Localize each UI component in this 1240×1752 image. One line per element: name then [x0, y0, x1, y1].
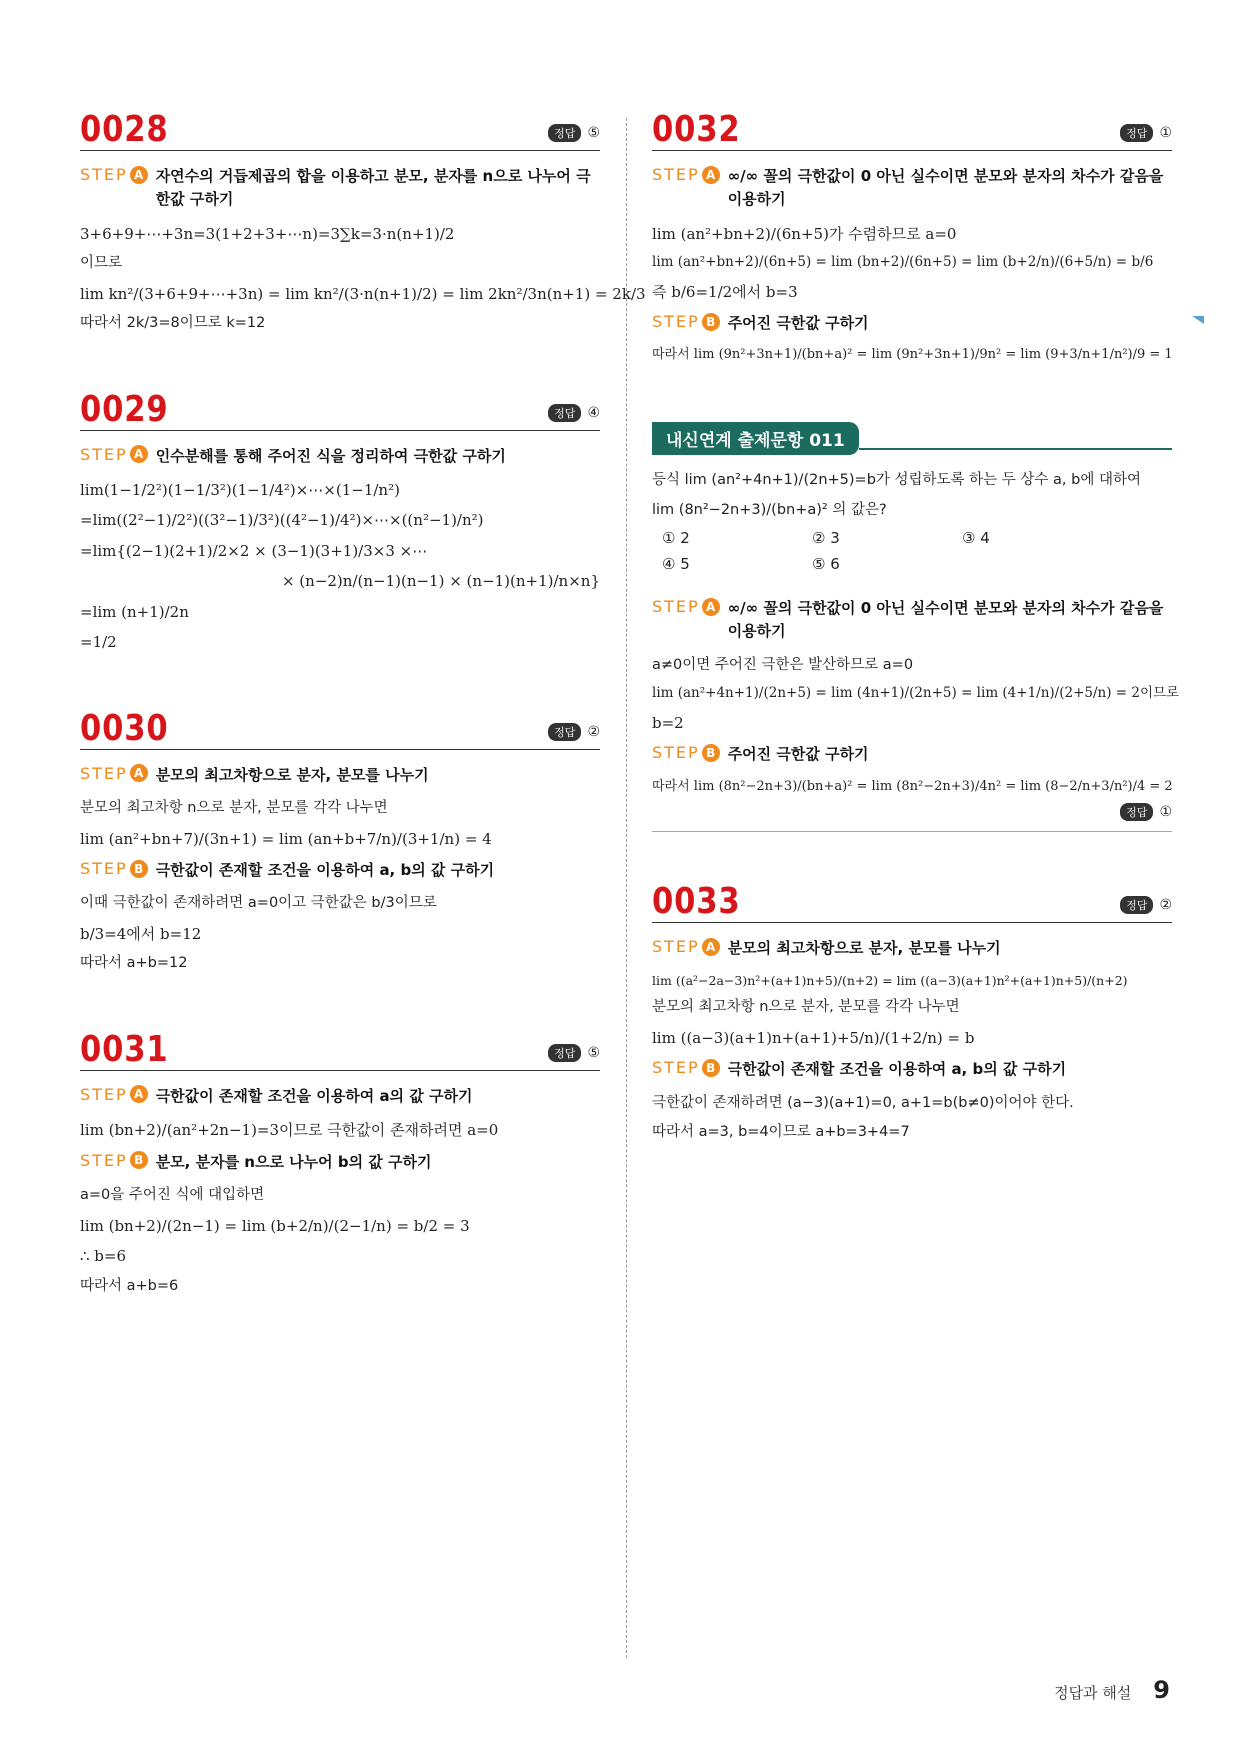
step-a: STEP A 자연수의 거듭제곱의 합을 이용하고 분모, 분자를 n으로 나누어 극한값 구하기 [80, 165, 600, 212]
step-title: 주어진 극한값 구하기 [727, 314, 869, 333]
step-a: STEP A 극한값이 존재할 조건을 이용하여 a의 값 구하기 [80, 1085, 600, 1108]
math-line: 따라서 a+b=6 [80, 1277, 179, 1294]
step-title: 분모, 분자를 n으로 나누어 b의 값 구하기 [155, 1152, 432, 1171]
linked-header [652, 422, 1172, 455]
page-footer [1054, 1676, 1170, 1704]
step-title: 주어진 극한값 구하기 [727, 745, 869, 764]
answer-badge: 정답 ② [548, 723, 600, 741]
text-line: 분모의 최고차항 n으로 분자, 분모를 각각 나누면 [652, 999, 960, 1016]
text-line: a=0을 주어진 식에 대입하면 [80, 1186, 265, 1203]
step-title: 분모의 최고차항으로 분자, 분모를 나누기 [727, 939, 1001, 958]
math-line: lim (an²+bn+7)/(3n+1) = lim (an+b+7/n)/(3+1/n) = 4 [80, 829, 492, 848]
column-divider [626, 118, 627, 1658]
linked-tag: 내신연계 출제문항 011 [652, 422, 859, 455]
answer-badge: 정답 ① [1120, 124, 1172, 142]
math-line: 따라서 2k/3=8이므로 k=12 [80, 315, 266, 332]
math-line: lim (an²+bn+2)/(6n+5) = lim (bn+2)/(6n+5) = lim (b+2/n)/(6+5/n) = b/6 [652, 254, 1154, 270]
problem-header [652, 881, 1172, 923]
step-b: STEP B 극한값이 존재할 조건을 이용하여 a, b의 값 구하기 [652, 1058, 1172, 1081]
step-title: 분모의 최고차항으로 분자, 분모를 나누기 [155, 765, 429, 784]
step-title: 자연수의 거듭제곱의 합을 이용하고 분모, 분자를 n으로 나누어 극한값 구하기 [155, 167, 591, 209]
problem-number: 0032 [652, 109, 741, 150]
step-b: STEP B 분모, 분자를 n으로 나누어 b의 값 구하기 [80, 1151, 600, 1174]
side-marker [1192, 316, 1204, 324]
answer-badge: 정답 ⑤ [548, 1044, 600, 1062]
math-line: =lim{(2−1)(2+1)/2×2 × (3−1)(3+1)/3×3 ×⋯ [80, 541, 428, 560]
problem-0031 [80, 1028, 600, 1300]
step-b: STEP B 주어진 극한값 구하기 [652, 312, 1172, 335]
math-line: lim ((a−3)(a+1)n+(a+1)+5/n)/(1+2/n) = b [652, 1028, 975, 1047]
choice[interactable]: ② 3 [812, 529, 840, 548]
math-line: 따라서 lim (8n²−2n+3)/(bn+a)² = lim (8n²−2n+3)/4n² = lim (8−2/n+3/n²)/4 = 2 [652, 778, 1173, 794]
step-title: ∞/∞ 꼴의 극한값이 0 아닌 실수이면 분모와 분자의 차수가 같음을 이용하기 [727, 599, 1164, 641]
problem-number: 0030 [80, 707, 169, 749]
math-line: lim (an²+4n+1)/(2n+5) = lim (4n+1)/(2n+5) = lim (4+1/n)/(2+5/n) = 2이므로 [652, 685, 1180, 702]
problem-header [80, 707, 600, 750]
choice[interactable]: ④ 5 [662, 554, 690, 573]
linked-problem [652, 422, 1180, 832]
answer-badge: 정답 ⑤ [548, 124, 600, 142]
problem-number: 0029 [80, 388, 169, 430]
step-a: STEP A ∞/∞ 꼴의 극한값이 0 아닌 실수이면 분모와 분자의 차수가 같음을 이용하기 [652, 597, 1172, 644]
math-line: 3+6+9+⋯+3n=3(1+2+3+⋯n)=3∑k=3·n(n+1)/2 [80, 224, 455, 243]
math-line: lim(1−1/2²)(1−1/3²)(1−1/4²)×⋯×(1−1/n²) [80, 480, 400, 499]
math-line: lim (bn+2)/(an²+2n−1)=3이므로 극한값이 존재하려면 a=0 [80, 1121, 499, 1140]
choice[interactable]: ③ 4 [962, 529, 990, 548]
text-line: 극한값이 존재하려면 (a−3)(a+1)=0, a+1=b(b≠0)이어야 한다. [652, 1094, 1074, 1111]
math-line: lim kn²/(3+6+9+⋯+3n) = lim kn²/(3·n(n+1)/2) = lim 2kn²/3n(n+1) = 2k/3 [80, 284, 646, 303]
math-line: b=2 [652, 713, 684, 732]
problem-number: 0028 [80, 109, 169, 150]
math-line: 따라서 lim (9n²+3n+1)/(bn+a)² = lim (9n²+3n+1)/9n² = lim (9+3/n+1/n²)/9 = 1 [652, 347, 1173, 363]
step-a: STEP A 인수분해를 통해 주어진 식을 정리하여 극한값 구하기 [80, 445, 600, 468]
step-a: STEP A ∞/∞ 꼴의 극한값이 0 아닌 실수이면 분모와 분자의 차수가 같음을 이용하기 [652, 165, 1172, 212]
step-title: 극한값이 존재할 조건을 이용하여 a, b의 값 구하기 [727, 1060, 1067, 1079]
problem-0033 [652, 881, 1172, 1146]
text-line: 이때 극한값이 존재하려면 a=0이고 극한값은 b/3이므로 [80, 895, 437, 912]
step-title: 인수분해를 통해 주어진 식을 정리하여 극한값 구하기 [155, 446, 506, 465]
problem-0029 [80, 388, 600, 657]
math-line: ∴ b=6 [80, 1247, 127, 1266]
problem-header [80, 388, 600, 431]
choice[interactable]: ⑤ 6 [812, 554, 840, 573]
text-line: 분모의 최고차항 n으로 분자, 분모를 각각 나누면 [80, 800, 388, 817]
footer-label: 정답과 해설 [1054, 1684, 1132, 1702]
choice[interactable]: ① 2 [662, 529, 690, 548]
problem-number: 0033 [652, 881, 741, 923]
step-b: STEP B 극한값이 존재할 조건을 이용하여 a, b의 값 구하기 [80, 859, 600, 882]
left-column [80, 109, 646, 1302]
math-line: lim (bn+2)/(2n−1) = lim (b+2/n)/(2−1/n) = b/2 = 3 [80, 1216, 470, 1235]
math-line: 따라서 a+b=12 [80, 955, 188, 972]
math-line: =lim((2²−1)/2²)((3²−1)/3²)((4²−1)/4²)×⋯×((n²−1)/n²) [80, 511, 484, 530]
problem-0030 [80, 707, 600, 978]
math-line: =lim (n+1)/2n [80, 602, 189, 621]
problem-number: 0031 [80, 1028, 169, 1070]
math-line: =1/2 [80, 633, 117, 652]
step-title: ∞/∞ 꼴의 극한값이 0 아닌 실수이면 분모와 분자의 차수가 같음을 이용하기 [727, 167, 1164, 209]
answer-badge: 정답 ④ [548, 404, 600, 422]
problem-header [652, 109, 1172, 151]
question-line: lim (8n²−2n+3)/(bn+a)² 의 값은? [652, 501, 887, 518]
page-number: 9 [1153, 1676, 1170, 1704]
answer-badge: 정답 ② [1120, 896, 1172, 914]
problem-0032 [652, 109, 1173, 368]
text-line: 이므로 [80, 255, 123, 271]
choices [662, 526, 1172, 577]
math-line: × (n−2)n/(n−1)(n−1) × (n−1)(n+1)/n×n} [281, 572, 600, 591]
step-title: 극한값이 존재할 조건을 이용하여 a, b의 값 구하기 [155, 861, 495, 880]
step-a: STEP A 분모의 최고차항으로 분자, 분모를 나누기 [652, 937, 1172, 960]
problem-header [80, 109, 600, 151]
math-line: b/3=4에서 b=12 [80, 924, 202, 943]
answer-badge: 정답 ① [652, 803, 1172, 821]
step-title: 극한값이 존재할 조건을 이용하여 a의 값 구하기 [155, 1086, 473, 1105]
problem-header [80, 1028, 600, 1071]
math-line: 즉 b/6=1/2에서 b=3 [652, 282, 798, 301]
question-line: 등식 lim (an²+4n+1)/(2n+5)=b가 성립하도록 하는 두 상수 a, b에 대하여 [652, 472, 1141, 489]
text-line: 따라서 a=3, b=4이므로 a+b=3+4=7 [652, 1124, 910, 1141]
problem-0028 [80, 109, 646, 338]
step-b: STEP B 주어진 극한값 구하기 [652, 743, 1172, 766]
right-column [652, 109, 1180, 1149]
math-line: lim ((a²−2a−3)n²+(a+1)n+5)/(n+2) = lim ((a−3)(a+1)n²+(a+1)n+5)/(n+2) [652, 972, 1128, 988]
math-line: lim (an²+bn+2)/(6n+5)가 수렴하므로 a=0 [652, 224, 957, 243]
text-line: a≠0이면 주어진 극한은 발산하므로 a=0 [652, 656, 914, 673]
step-a: STEP A 분모의 최고차항으로 분자, 분모를 나누기 [80, 764, 600, 787]
